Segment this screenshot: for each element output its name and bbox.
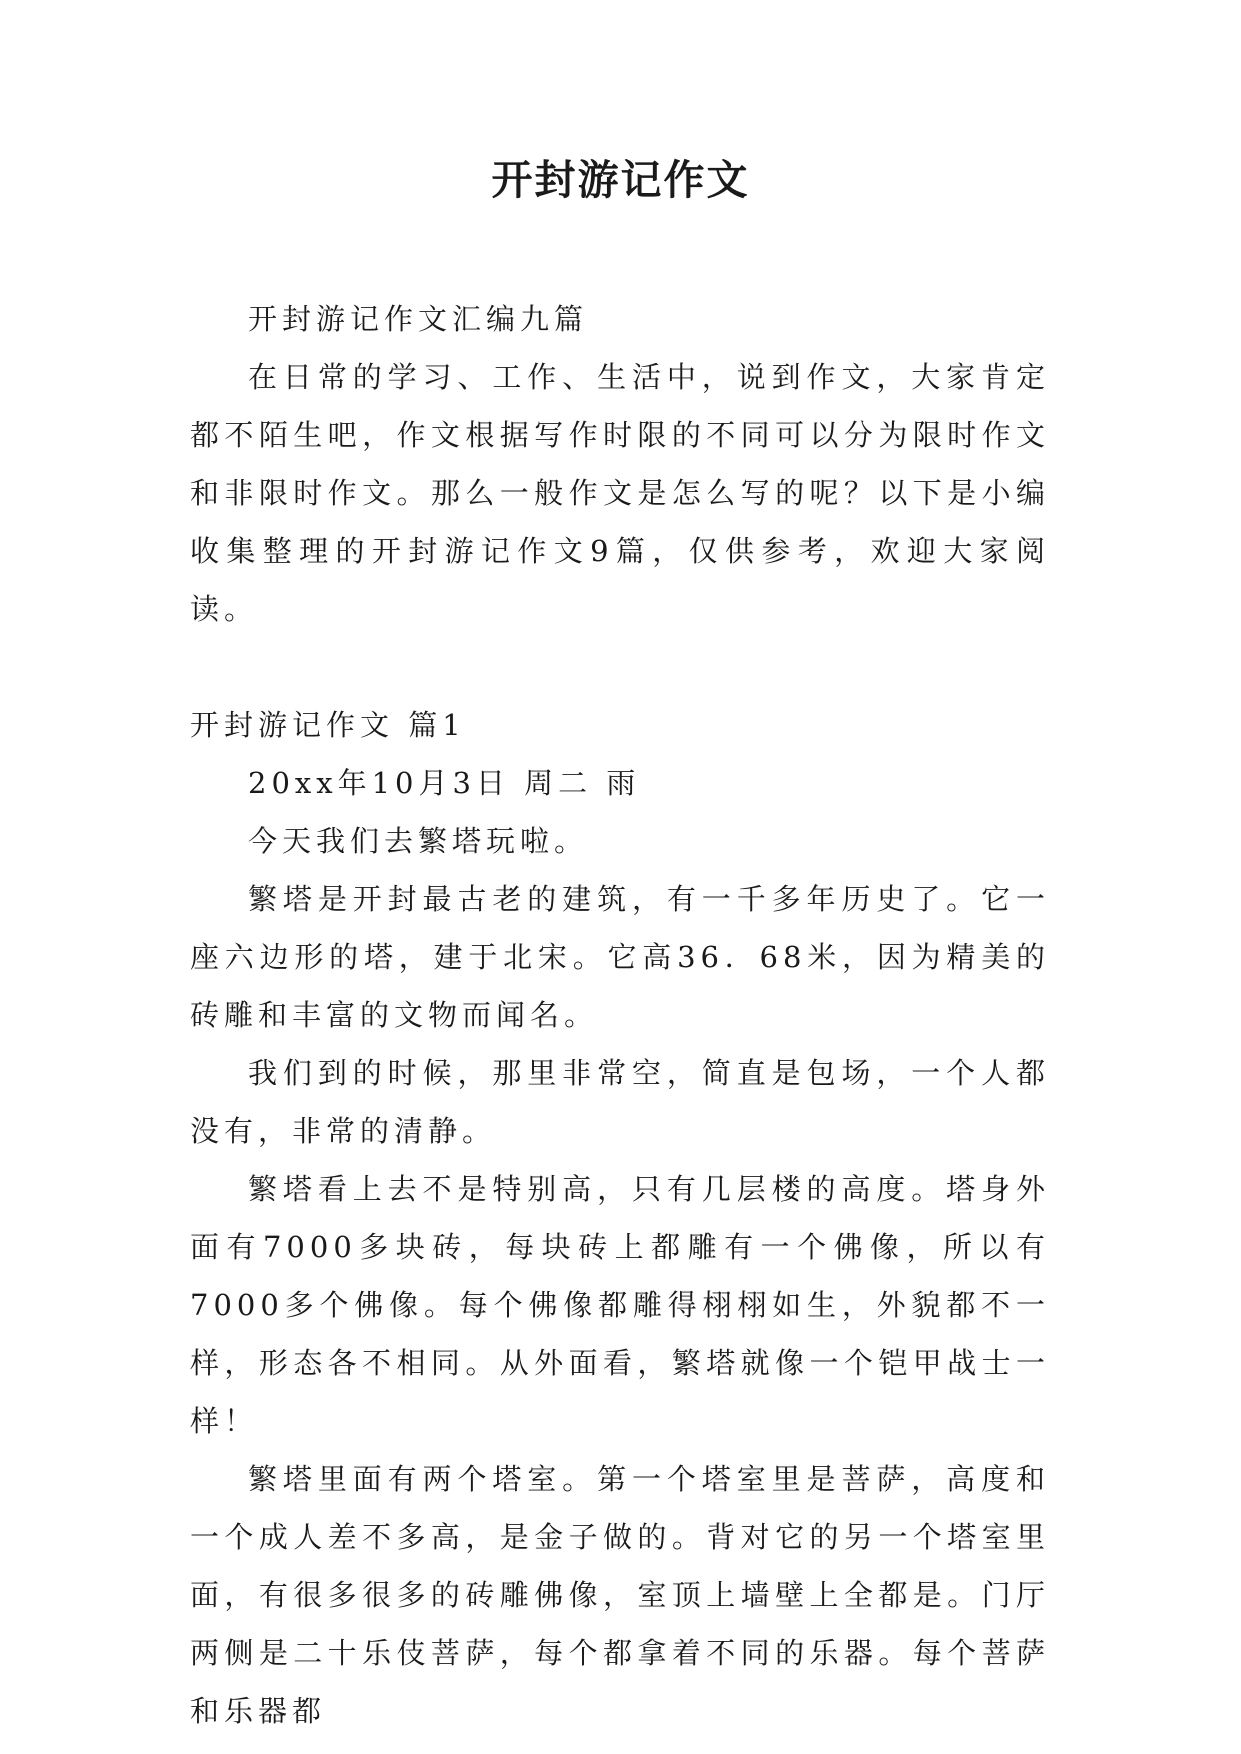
section-paragraph: 繁塔是开封最古老的建筑，有一千多年历史了。它一座六边形的塔，建于北宋。它高36．68米，因为精美的砖雕和丰富的文物而闻名。 [190,882,1050,1032]
intro-heading: 开封游记作文汇编九篇 [248,302,589,336]
section-paragraph: 繁塔里面有两个塔室。第一个塔室里是菩萨，高度和一个成人差不多高，是金子做的。背对它的另一个塔室里面，有很多很多的砖雕佛像，室顶上墙壁上全都是。门厅两侧是二十乐伎菩萨，每个都拿着不同的乐器。每个菩萨和乐器都 [190,1462,1050,1728]
section-paragraph: 我们到的时候，那里非常空，简直是包场，一个人都没有，非常的清静。 [190,1056,1050,1148]
section-paragraph: 繁塔看上去不是特别高，只有几层楼的高度。塔身外面有7000多块砖，每块砖上都雕有一个佛像，所以有7000多个佛像。每个佛像都雕得栩栩如生，外貌都不一样，形态各不相同。从外面看，繁塔就像一个铠甲战士一样！ [190,1172,1050,1438]
section-spacer [190,638,1050,696]
section-date-line: 20xx年10月3日 周二 雨 [248,766,641,800]
document-title: 开封游记作文 [491,156,750,204]
section-heading: 开封游记作文 篇1 [190,708,466,742]
intro-paragraph: 在日常的学习、工作、生活中，说到作文，大家肯定都不陌生吧，作文根据写作时限的不同可以分为限时作文和非限时作文。那么一般作文是怎么写的呢？以下是小编收集整理的开封游记作文9篇，仅供参考，欢迎大家阅读。 [190,360,1050,626]
document-body [190,290,1050,1740]
section-paragraph: 今天我们去繁塔玩啦。 [248,824,589,858]
